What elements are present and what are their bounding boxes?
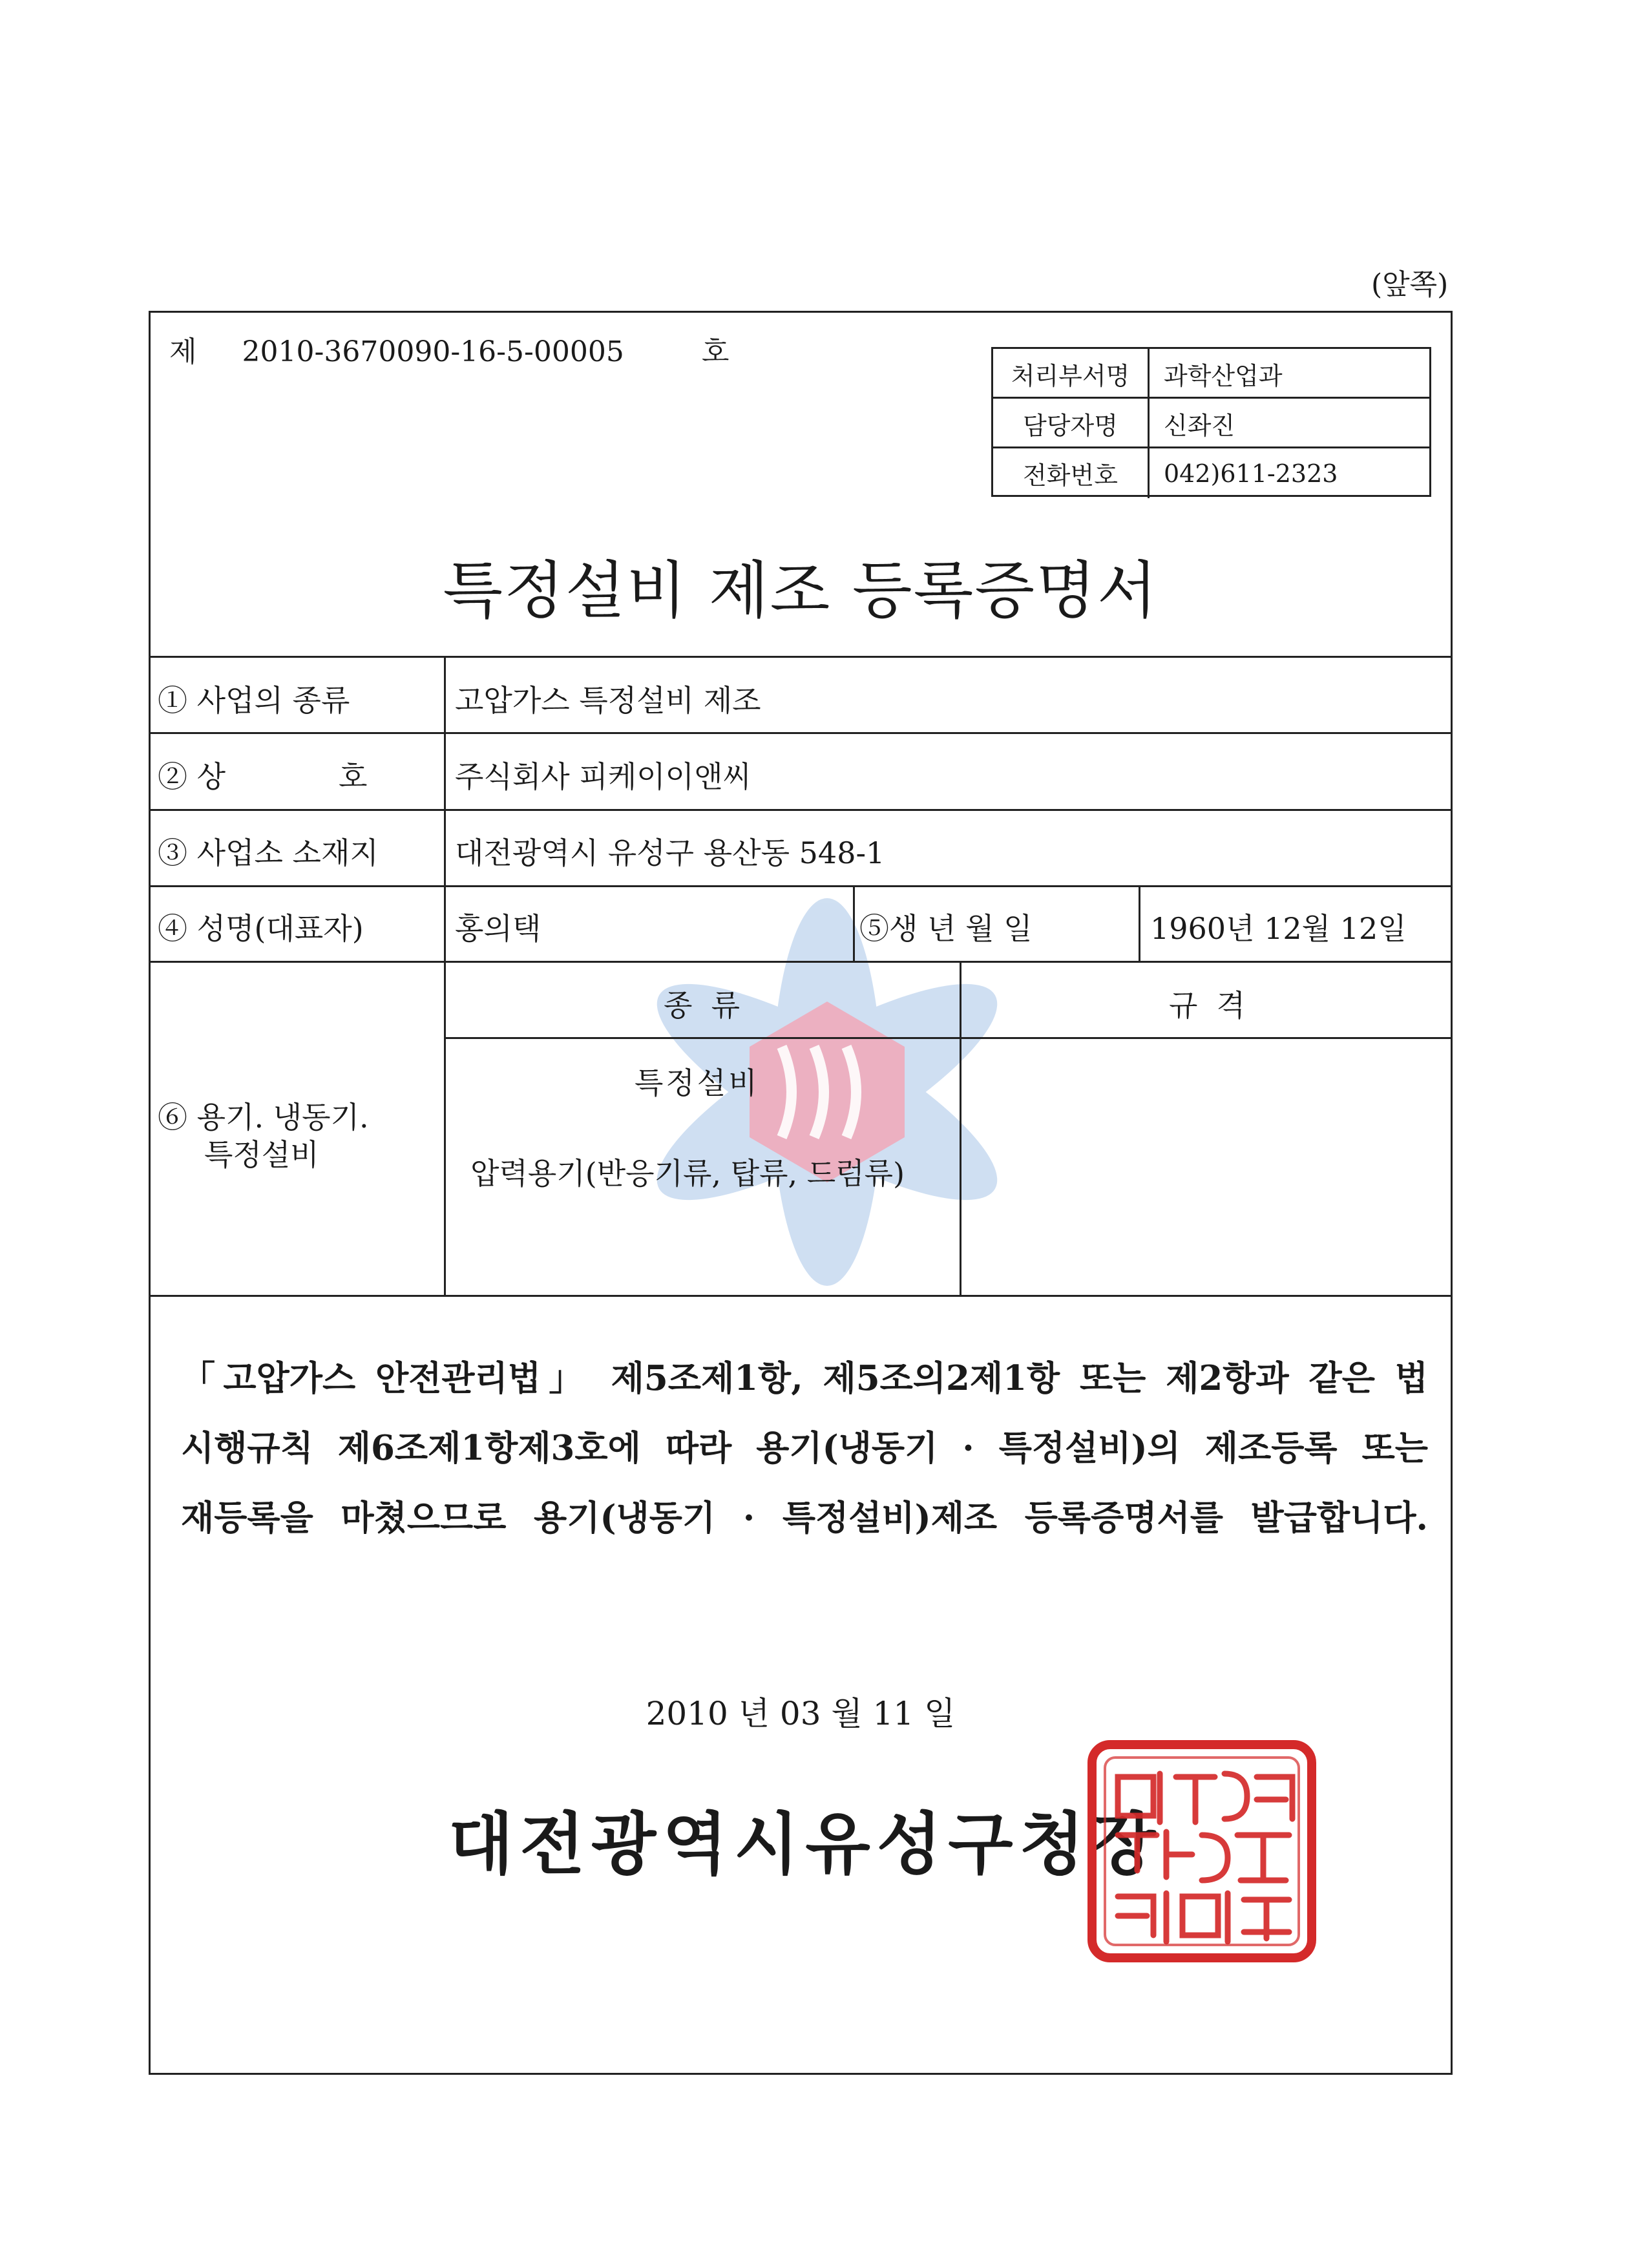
location-value: 대전광역시 유성구 용산동 548-1 [455,835,885,870]
table-rule [149,656,1453,658]
table-rule [149,809,1453,811]
business-type-label: ① 사업의 종류 [158,683,350,718]
table-rule [149,961,1453,963]
dept-row [993,397,1429,448]
dept-key: 처리부서명 [993,349,1150,399]
statement-line: 「고압가스 안전관리법」 제5조제1항, 제5조의2제1항 또는 제2항과 같은 법 [181,1358,1428,1398]
company-label-b: 호 [339,759,368,794]
cert-no-value: 2010-3670090-16-5-00005 [242,335,624,368]
dept-value: 042)611-2323 [1164,459,1338,488]
seal-glyph-stroke [1118,1832,1289,1880]
table-rule [149,732,1453,734]
equipment-label-line2: 특정설비 [204,1137,319,1172]
dept-key: 전화번호 [993,448,1150,498]
seal-glyph-stroke [1118,1893,1289,1942]
department-info-table [991,347,1431,497]
issue-date: 2010 년 03 월 11 일 [646,1695,956,1732]
certificate-number [169,328,729,370]
birthdate-value: 1960년 12월 12일 [1150,911,1407,946]
cert-no-suffix: 호 [701,335,730,368]
location-label: ③ 사업소 소재지 [158,835,379,870]
table-rule [853,885,855,961]
issuing-authority: 대전광역시유성구청장 [448,1805,1162,1884]
column-type-header: 종 류 [663,988,740,1023]
dept-value: 신좌진 [1164,412,1235,440]
dept-row [993,349,1429,399]
business-type-value: 고압가스 특정설비 제조 [455,683,761,718]
statement-line: 시행규칙 제6조제1항제3호에 따라 용기(냉동기 · 특정설비)의 제조등록 또는 [181,1428,1428,1468]
statement-line: 재등록을 마쳤으므로 용기(냉동기 · 특정설비)제조 등록증명서를 발급합니다. [181,1498,1428,1538]
seal-glyph-stroke [1118,1774,1292,1822]
cert-no-prefix: 제 [169,335,197,368]
page-side-label: (앞쪽) [1371,268,1449,301]
equipment-item: 압력용기(반응기류, 탑류, 드럼류) [470,1156,905,1191]
dept-key: 담당자명 [993,399,1150,448]
dept-value: 과학산업과 [1164,362,1283,390]
official-seal-stamp [1086,1738,1318,1964]
table-rule [444,656,446,1295]
document-title: 특정설비 제조 등록증명서 [443,554,1159,627]
column-spec-header: 규 격 [1168,988,1246,1023]
dept-row [993,446,1429,498]
table-rule [444,1037,1453,1039]
company-value: 주식회사 피케이이앤씨 [455,759,751,794]
representative-label: ④ 성명(대표자) [158,911,364,946]
certification-statement [181,1343,1428,1553]
company-label-a: ② 상 [158,759,226,794]
birthdate-label: ⑤생 년 월 일 [859,911,1033,946]
equipment-category: 특정설비 [635,1066,760,1100]
table-rule [149,1295,1453,1297]
table-rule [1139,885,1140,961]
equipment-label-line1: ⑥ 용기. 냉동기. [158,1100,369,1135]
representative-value: 홍의택 [455,911,541,946]
table-rule [149,885,1453,887]
